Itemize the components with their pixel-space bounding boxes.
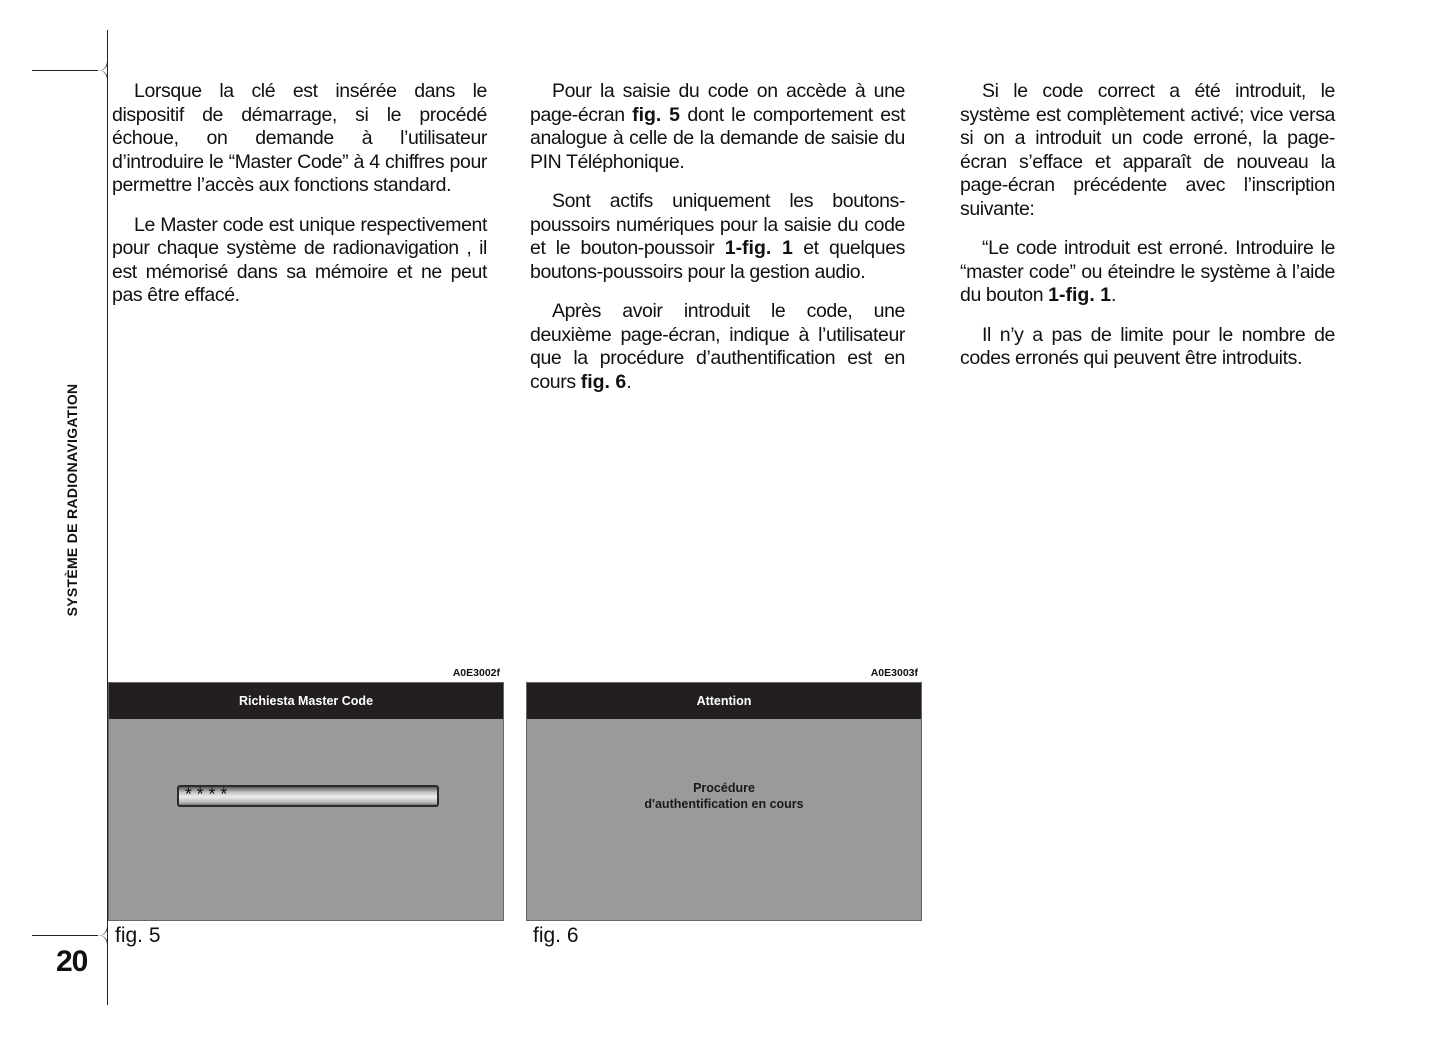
authentication-message — [527, 780, 921, 812]
text-run: Sont actifs uniquement les boutons-poussoirs numériques pour la saisie du code et le bouton-poussoir — [530, 190, 905, 259]
paragraph — [530, 300, 905, 394]
text-run: . — [626, 370, 632, 393]
text-column-1 — [112, 80, 487, 324]
message-line: d'authentification en cours — [644, 797, 804, 811]
text-run: et quelques boutons-poussoirs pour la gestion audio. — [530, 237, 905, 283]
text-run: dont le comportement est analogue à celle de la demande de saisie du PIN Téléphonique. — [530, 103, 906, 173]
figure-reference: fig. 5 — [632, 103, 680, 126]
top-rule — [32, 70, 98, 71]
master-code-input[interactable]: **** — [177, 785, 439, 807]
text-column-2 — [530, 80, 905, 410]
paragraph: Il n’y a pas de limite pour le nombre de codes erronés qui peuvent être introduits. — [960, 323, 1335, 369]
figure-5-title: Richiesta Master Code — [109, 683, 503, 719]
text-run: Pour la saisie du code on accède à une page-écran — [530, 80, 905, 126]
message-line: Procédure — [693, 781, 755, 795]
figure-5-caption: fig. 5 — [115, 924, 161, 947]
page-number: 20 — [56, 945, 88, 978]
paragraph — [530, 80, 905, 174]
figure-reference: fig. 6 — [580, 370, 627, 393]
bottom-rule — [32, 935, 98, 936]
paragraph — [960, 237, 1335, 308]
paragraph: Lorsque la clé est insérée dans le dispositif de démarrage, si le procédé échoue, on demande à l’utilisateur d’introduire le “Master Code” à 4 chiffres pour permettre l’accès aux fonctions standard. — [112, 80, 487, 196]
figure-5-screen — [108, 682, 504, 921]
paragraph — [530, 190, 905, 284]
text-run: . — [1111, 284, 1117, 306]
section-side-label: SYSTÈME DE RADIONAVIGATION — [64, 383, 80, 617]
figure-6-title: Attention — [527, 683, 921, 719]
figure-5-code: A0E3002f — [452, 667, 500, 679]
figure-reference: 1-fig. 1 — [724, 237, 793, 259]
figure-6-code: A0E3003f — [870, 667, 918, 679]
text-column-3 — [960, 80, 1335, 387]
figure-6-screen — [526, 682, 922, 921]
figure-reference: 1-fig. 1 — [1048, 284, 1112, 306]
figure-6-caption: fig. 6 — [533, 924, 579, 947]
text-run: “Le code introduit est erroné. Introduire le “master code” ou éteindre le système à l’aide du bouton — [960, 237, 1335, 306]
text-run: Après avoir introduit le code, une deuxième page-écran, indique à l’utilisateur que la procédure d’authentification est en cours — [530, 300, 905, 393]
paragraph: Le Master code est unique respectivement pour chaque système de radionavigation , il est mémorisé dans sa mémoire et ne peut pas être effacé. — [112, 213, 487, 306]
paragraph: Si le code correct a été introduit, le système est complètement activé; vice versa si on a introduit un code erroné, la page-écran s’efface et apparaît de nouveau la page-écran précédente avec l’inscription suivante: — [960, 80, 1335, 220]
